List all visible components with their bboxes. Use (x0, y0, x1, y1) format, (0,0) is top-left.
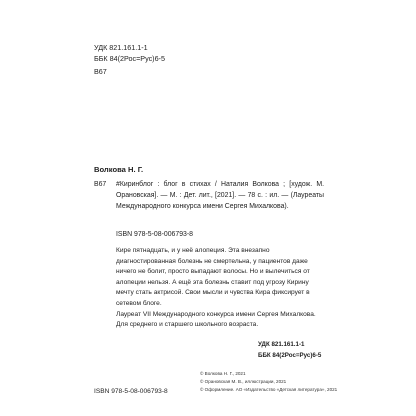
entry-author-mark: В67 (94, 181, 107, 188)
copyright-notices (200, 370, 337, 394)
classification-block (94, 42, 165, 77)
author-mark: В67 (94, 67, 107, 76)
annotation-description: Кире пятнадцать, и у неё алопеция. Эта внезапно диагностированная болезнь не смертельна, у пациентов даже ничего не болит, просто выпадают волосы. Но и вылечиться от алопеции нельзя. А ещё эта болезнь ставит под угрозу Кирину мечту стать актрисой. Свои мысли и чувства Кира фиксирует в сетевом блоге. (116, 247, 310, 307)
bbk-code: ББК 84(2Рос=Рус)6-5 (94, 54, 165, 63)
copyright-author: © Волкова Н. Г., 2021 (200, 371, 246, 376)
isbn-top: ISBN 978-5-08-006793-8 (116, 231, 193, 238)
bbk-code-bottom: ББК 84(2Рос=Рус)6-5 (258, 352, 322, 359)
copyright-design: © Оформление. АО «Издательство «Детская литература», 2021 (200, 387, 338, 392)
entry-description: #Киринблог : блог в стихах / Наталия Волкова ; [худож. М. Орановская]. — М. : Дет. лит., [2021]. — 78 с. : ил. — (Лауреаты Международного конкурса имени Сергея Михалкова). (116, 181, 324, 210)
bibliographic-entry (94, 180, 324, 212)
udk-code-bottom: УДК 821.161.1-1 (258, 341, 305, 348)
annotation-award: Лауреат VII Международного конкурса имени Сергея Михалкова. (116, 310, 316, 318)
isbn-bottom: ISBN 978-5-08-006793-8 (94, 388, 168, 395)
annotation-age: Для среднего и старшего школьного возраста. (116, 321, 259, 329)
udk-code: УДК 821.161.1-1 (94, 43, 148, 52)
copyright-illustrations: © Орановская М. В., иллюстрации, 2021 (200, 379, 287, 384)
classification-bottom (258, 339, 321, 361)
annotation-block (116, 246, 324, 331)
author-name: Волкова Н. Г. (94, 165, 144, 174)
